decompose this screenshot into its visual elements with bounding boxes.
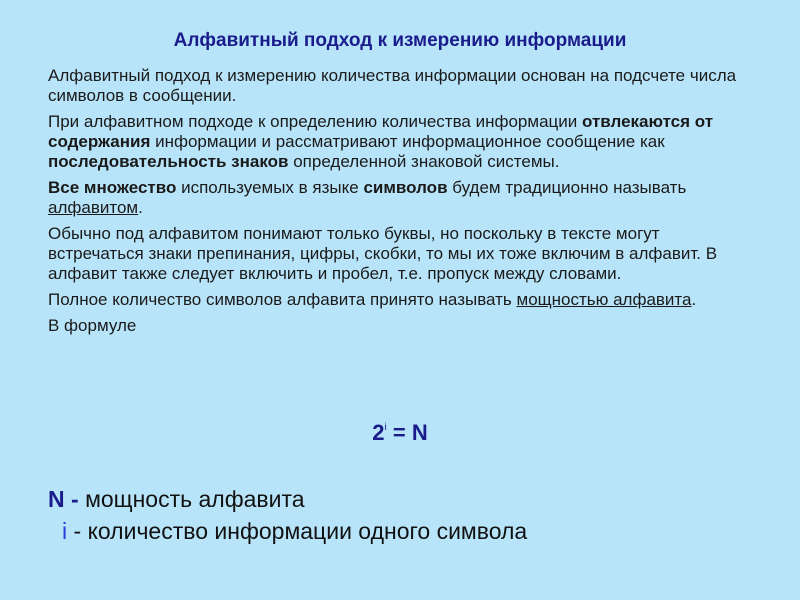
definition-n-key: N - [48,486,86,512]
p3-text-2: будем традиционно называть [447,178,687,197]
p2-bold-1: отвлекаются от содержания [48,112,714,151]
p5-text-1: Полное количество символов алфавита принято называть [48,290,517,309]
p2-bold-2: последовательность знаков [48,152,289,171]
formula [0,420,800,446]
paragraph-5 [48,290,748,310]
definition-i-text: - количество информации одного символа [67,518,528,544]
formula-rest: = N [386,420,428,445]
p2-text-3: определенной знаковой системы. [288,152,560,171]
paragraph-6: В формуле [48,316,137,335]
definition-i [62,518,527,545]
paragraph-1: Алфавитный подход к измерению количества информации основан на подсчете числа символов в сообщении. [48,66,737,105]
paragraph-4: Обычно под алфавитом понимают только буквы, но поскольку в тексте могут встречаться знаки препинания, цифры, скобки, то мы их тоже включим в алфавит. В алфавит также следует включить и пробел, т.е. пропуск между словами. [48,224,718,283]
formula-base: 2 [372,420,385,445]
p3-text-3: . [138,198,143,217]
paragraph-3 [48,178,748,218]
p3-bold-1: Все множество [48,178,177,197]
p2-text-2: информации и рассматривают информационное сообщение как [150,132,665,151]
slide-body [48,66,748,342]
p5-underline-1: мощностью алфавита [516,290,692,309]
p3-bold-2: символов [363,178,448,197]
p3-underline-1: алфавитом [48,198,139,217]
p2-text-1: При алфавитном подходе к определению количества информации [48,112,582,131]
paragraph-2 [48,112,748,172]
formula-exp: i [384,422,387,433]
definition-n [48,486,305,513]
slide-title: Алфавитный подход к измерению информации [173,30,627,51]
p5-text-2: . [691,290,697,309]
p3-text-1: используемых в языке [176,178,364,197]
definition-n-text: мощность алфавита [85,486,305,512]
definition-i-key: i [62,518,68,544]
